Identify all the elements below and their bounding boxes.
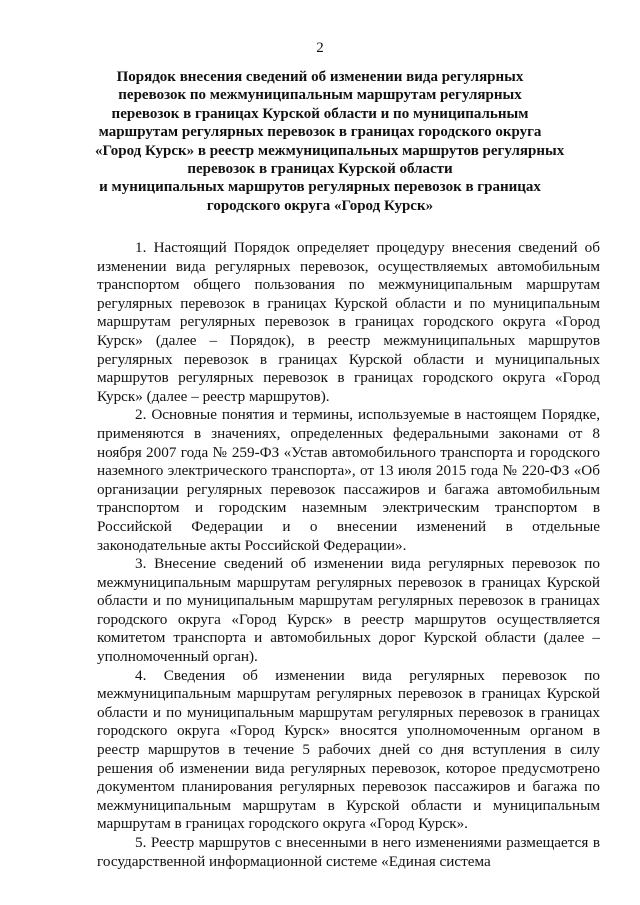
title-line: «Город Курск» в реестр межмуниципальных маршрутов регулярных bbox=[95, 142, 565, 159]
title-line: перевозок в границах Курской области bbox=[187, 161, 453, 178]
document-title bbox=[95, 68, 565, 215]
title-line: перевозок по межмуниципальным маршрутам регулярных bbox=[118, 87, 522, 104]
paragraph-1: 1. Настоящий Порядок определяет процедуру внесения сведений об изменении вида регулярных перевозок, осуществляемых автомобильным транспортом общего пользования по межмуниципальным маршрутам регулярных перевозок в границах Курской области и по муниципальным маршрутам регулярных перевозок в границах городского округа «Город Курск» (далее – Порядок), в реестр межмуниципальных маршрутов регулярных перевозок в границах Курской области и муниципальных маршрутов регулярных перевозок в границах городского округа «Город Курск» (далее – реестр маршрутов). bbox=[97, 239, 600, 405]
document-body bbox=[97, 239, 600, 871]
paragraph-4: 4. Сведения об изменении вида регулярных перевозок по межмуниципальным маршрутам регулярных перевозок в границах Курской области и по муниципальным маршрутам регулярных перевозок в границах городского округа «Город Курск» вносятся уполномоченным органом в реестр маршрутов в течение 5 рабочих дней со дня вступления в силу решения об изменении вида регулярных перевозок, которое предусмотрено документом планирования регулярных перевозок пассажиров и багажа по межмуниципальным маршрутам в Курской области и муниципальным маршрутам в границах городского округа «Город Курск». bbox=[97, 666, 600, 833]
title-line: Порядок внесения сведений об изменении вида регулярных bbox=[116, 69, 524, 85]
page-number: 2 bbox=[316, 40, 324, 56]
title-line: перевозок в границах Курской области и по муниципальным bbox=[111, 105, 529, 122]
paragraph-5: 5. Реестр маршрутов с внесенными в него изменениями размещается в государственной информационной системе «Единая система bbox=[97, 834, 600, 870]
title-line: и муниципальных маршрутов регулярных перевозок в границах bbox=[99, 179, 541, 196]
paragraph-2: 2. Основные понятия и термины, используемые в настоящем Порядке, применяются в значениях, определенных федеральными законами от 8 ноября 2007 года № 259-ФЗ «Устав автомобильного транспорта и городского наземного электрического транспорта», от 13 июля 2015 года № 220-ФЗ «Об организации регулярных перевозок пассажиров и багажа автомобильным транспортом и городским наземным электрическим транспортом в Российской Федерации и о внесении изменений в отдельные законодательные акты Российской Федерации». bbox=[97, 406, 600, 554]
title-line: городского округа «Город Курск» bbox=[206, 197, 434, 214]
paragraph-3: 3. Внесение сведений об изменении вида регулярных перевозок по межмуниципальным маршрутам регулярных перевозок в границах Курской области и по муниципальным маршрутам регулярных перевозок в границах городского округа «Город Курск» в реестр маршрутов осуществляется комитетом транспорта и автомобильных дорог Курской области (далее – уполномоченный орган). bbox=[97, 555, 600, 666]
title-line: маршрутам регулярных перевозок в границах городского округа bbox=[98, 124, 542, 141]
